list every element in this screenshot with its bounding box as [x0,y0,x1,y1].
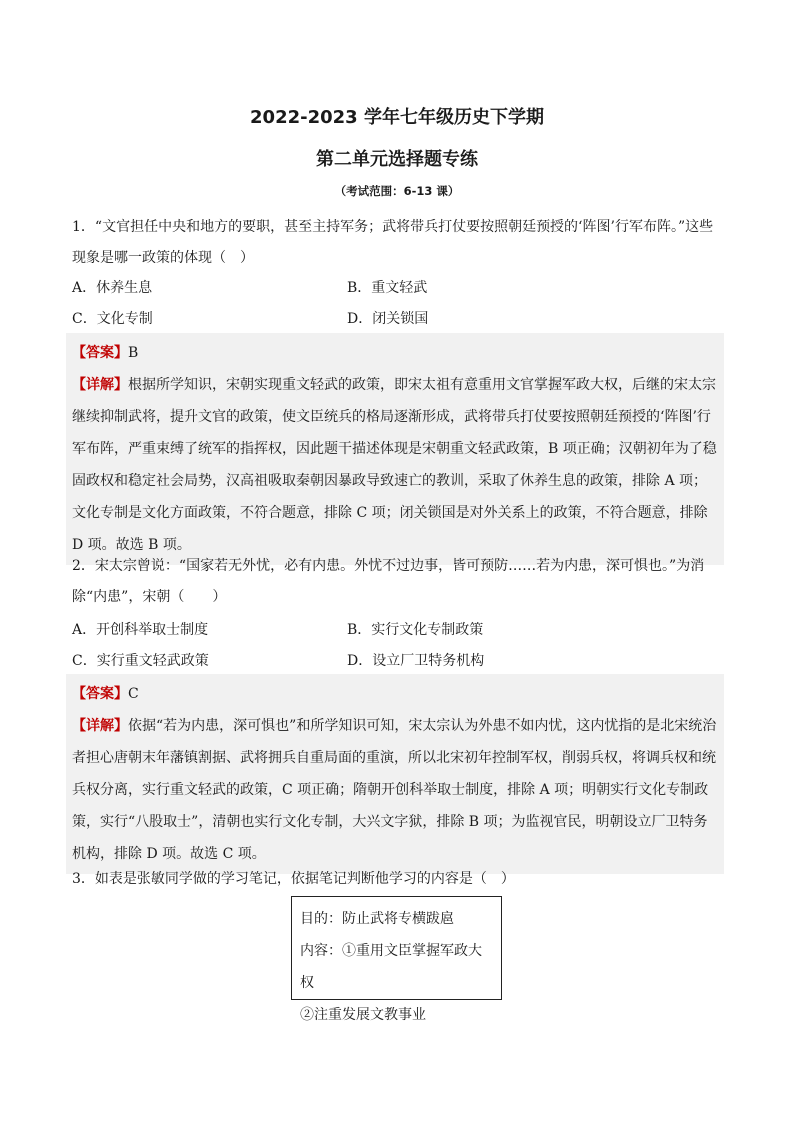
answer-tag: 【答案】 [72,345,128,361]
q2-detail-text: 依据“若为内患，深可惧也”和所学知识可知，宋太宗认为外患不如内忧，这内忧指的是北宋统治者担心唐朝末年藩镇割据、武将拥兵自重局面的重演，所以北宋初年控制军权，削弱兵权，将调兵权和统兵权分离，实行重文轻武的政策，C 项正确；隋朝开创科举取士制度，排除 A 项；明朝实行文化专制政策，实行“八股取士”，清朝也实行文化专制，大兴文字狱，排除 B 项；为监视官民，明朝设立厂卫特务机构，排除 D 项。故选 C 项。 [72,718,717,862]
q1-detail-text: 根据所学知识，宋朝实现重文轻武的政策，即宋太祖有意重用文官掌握军政大权，后继的宋太宗继续抑制武将，提升文官的政策，使文臣统兵的格局逐渐形成，武将带兵打仗要按照朝廷预授的‘阵图’行军布阵，严重束缚了统军的指挥权，因此题干描述体现是宋朝重文轻武政策，B 项正确；汉朝初年为了稳固政权和稳定社会局势，汉高祖吸取秦朝因暴政导致速亡的教训，采取了休养生息的政策，排除 A 项；文化专制是文化方面政策，不符合题意，排除 C 项；闭关锁国是对外关系上的政策，不符合题意，排除 D 项。故选 B 项。 [72,377,717,553]
document-title: 2022-2023 学年七年级历史下学期 [250,107,544,128]
detail-tag: 【详解】 [72,718,128,734]
question-1-stem: 1．“文官担任中央和地方的要职，甚至主持军务；武将带兵打仗要按照朝廷预授的‘阵图’行军布阵。”这些现象是哪一政策的体现（ ） [72,219,714,266]
q1-option-c: C．文化专制 [72,311,153,327]
q2-answer-line [72,678,718,710]
note-line-content: 内容：①重用文臣掌握军政大权 [300,943,482,991]
q2-option-a: A．开创科举取士制度 [72,622,209,638]
q1-option-d: D．闭关锁国 [347,311,429,327]
q2-option-d: D．设立厂卫特务机构 [347,653,485,669]
q1-option-b: B．重文轻武 [347,280,428,296]
question-3-stem: 3．如表是张敏同学做的学习笔记，依据笔记判断他学习的内容是（ ） [72,871,515,887]
document-subtitle: 第二单元选择题专练 [316,149,478,170]
q1-answer-value: B [128,345,139,361]
study-note-box [291,896,502,1023]
detail-tag: 【详解】 [72,377,128,393]
answer-tag: 【答案】 [72,686,128,702]
q2-detail [72,710,718,870]
q1-answer-block [66,333,724,565]
q2-option-b: B．实行文化专制政策 [347,622,484,638]
q1-detail [72,369,718,561]
question-2-stem: 2．宋太宗曾说：“国家若无外忧，必有内患。外忧不过边事，皆可预防……若为内患，深可惧也。”为消除“内患”，宋朝（ ） [72,558,705,605]
note-line-extra: ②注重发展文教事业 [300,1007,426,1023]
q1-option-a: A．休养生息 [72,280,153,296]
q2-option-c: C．实行重文轻武政策 [72,653,209,669]
note-line-purpose: 目的：防止武将专横跋扈 [300,911,454,927]
exam-scope: （考试范围：6-13 课） [334,184,460,198]
q2-answer-value: C [128,686,139,702]
q1-answer-line [72,337,718,369]
q2-answer-block [66,674,724,874]
